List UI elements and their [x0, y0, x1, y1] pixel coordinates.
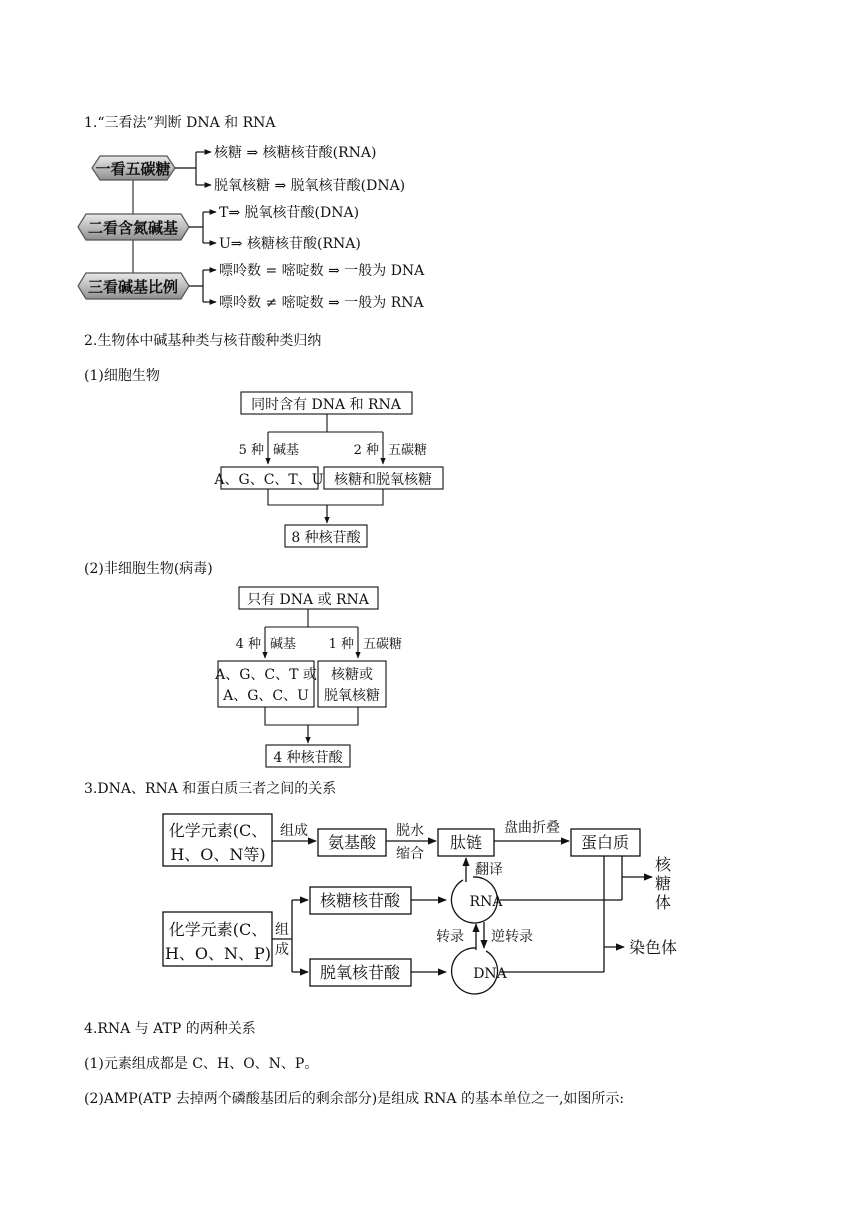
section4-heading: 4.RNA 与 ATP 的两种关系 — [84, 1021, 256, 1037]
noncellular-top: 只有 DNA 或 RNA — [247, 592, 369, 608]
ribosome-char-3: 体 — [654, 893, 672, 912]
cellular-heading: (1)细胞生物 — [84, 368, 160, 384]
step-1-branch-2: 脱氧核糖 ⇒ 脱氧核苷酸(DNA) — [214, 178, 406, 194]
rna-circle-label: RNA — [469, 894, 503, 910]
condense-label: 缩合 — [396, 846, 424, 862]
elements2-line2: H、O、N、P) — [164, 944, 272, 963]
translation-label: 翻译 — [475, 862, 503, 878]
section2-heading: 2.生物体中碱基种类与核苷酸种类归纳 — [84, 333, 322, 349]
step-1-label: 一看五碳糖 — [95, 160, 171, 178]
section4-point2: (2)AMP(ATP 去掉两个磷酸基团后的剩余部分)是组成 RNA 的基本单位之一,如图所示: — [84, 1091, 625, 1107]
noncellular-left-box-line1: A、G、C、T 或 — [215, 667, 317, 683]
step-3-label: 三看碱基比例 — [87, 278, 179, 296]
noncellular-right-kind: 五碳糖 — [363, 637, 403, 652]
step-1-branch-1: 核糖 ⇒ 核糖核苷酸(RNA) — [214, 145, 377, 161]
noncellular-right-count: 1 种 — [328, 637, 354, 652]
step-2-label: 二看含氮碱基 — [87, 219, 179, 237]
compose-label-1: 组成 — [280, 823, 308, 839]
cellular-top: 同时含有 DNA 和 RNA — [251, 397, 401, 413]
noncellular-right-box-line2: 脱氧核糖 — [324, 688, 380, 704]
cellular-left-kind: 碱基 — [273, 443, 300, 458]
cellular-bottom: 8 种核苷酸 — [291, 530, 361, 546]
dna-circle-label: DNA — [473, 966, 507, 982]
peptide-box: 肽链 — [449, 833, 483, 852]
noncellular-right-box-line1: 核糖或 — [331, 667, 373, 683]
noncellular-left-count: 4 种 — [235, 637, 261, 652]
cellular-right-box: 核糖和脱氧核糖 — [334, 472, 432, 488]
elements2-line1: 化学元素(C、 — [168, 920, 268, 939]
chromosome-label: 染色体 — [629, 938, 678, 957]
amino-acid-box: 氨基酸 — [327, 833, 377, 852]
section1-heading: 1.“三看法”判断 DNA 和 RNA — [84, 115, 276, 131]
compose-label-2b: 成 — [275, 942, 289, 958]
step-2-branch-2: U⇒ 核糖核苷酸(RNA) — [219, 236, 361, 252]
elements1-line2: H、O、N等) — [170, 845, 266, 864]
section4-point1: (1)元素组成都是 C、H、O、N、P。 — [84, 1056, 319, 1072]
noncellular-left-box-line2: A、G、C、U — [223, 688, 309, 704]
noncellular-left-kind: 碱基 — [270, 637, 297, 652]
cellular-left-count: 5 种 — [238, 443, 264, 458]
step-2-branch-1: T⇒ 脱氧核苷酸(DNA) — [219, 205, 360, 221]
noncellular-bottom: 4 种核苷酸 — [273, 750, 343, 766]
noncellular-heading: (2)非细胞生物(病毒) — [84, 561, 213, 577]
deoxynucleotide-box: 脱氧核苷酸 — [319, 963, 401, 982]
compose-label-2a: 组 — [275, 922, 289, 938]
cellular-right-count: 2 种 — [353, 443, 379, 458]
ribosome-char-1: 核 — [654, 855, 672, 874]
fold-label: 盘曲折叠 — [504, 820, 560, 836]
section3-heading: 3.DNA、RNA 和蛋白质三者之间的关系 — [84, 781, 337, 797]
ribosome-char-2: 糖 — [654, 874, 672, 893]
dehydrate-label: 脱水 — [396, 823, 424, 839]
ribonucleotide-box: 核糖核苷酸 — [319, 891, 401, 910]
protein-box: 蛋白质 — [580, 833, 630, 852]
step-3-branch-2: 嘌呤数 ≠ 嘧啶数 ⇒ 一般为 RNA — [219, 295, 424, 311]
elements1-line1: 化学元素(C、 — [168, 821, 268, 840]
transcription-label: 转录 — [436, 929, 464, 945]
reverse-transcription-label: 逆转录 — [491, 929, 533, 945]
cellular-left-box: A、G、C、T、U — [214, 472, 324, 488]
cellular-right-kind: 五碳糖 — [388, 443, 428, 458]
step-3-branch-1: 嘌呤数 = 嘧啶数 ⇒ 一般为 DNA — [219, 263, 425, 279]
